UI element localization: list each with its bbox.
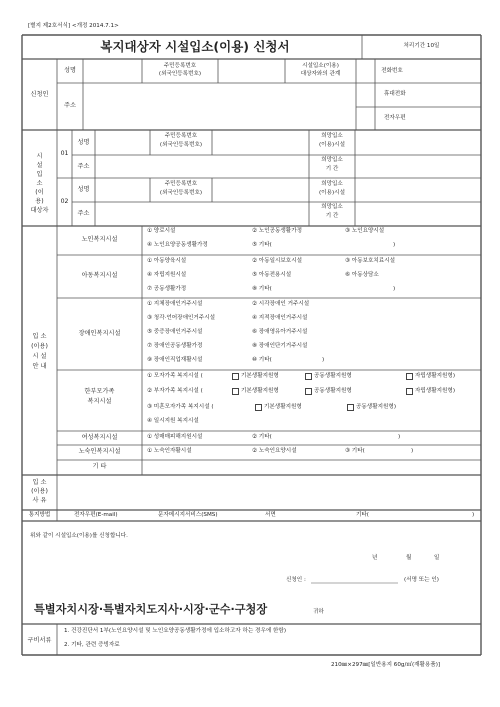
target1-period-label: 희망입소 xyxy=(321,157,343,163)
applicant-section-label: 신청인 xyxy=(30,91,49,98)
required-doc-1: 1. 건강진단서 1부(노인요양시설 및 노인요양공동생활가정에 입소하고자 하는 경우에 한함) xyxy=(64,628,287,634)
family-row4-label[interactable]: ④ 일시지원 복지시설 xyxy=(147,418,199,424)
elderly-facility-label: 노인복지시설 xyxy=(81,236,118,243)
child-option-7[interactable]: ⑦ 공동생활가정 xyxy=(147,286,187,292)
applicant-name-label: 성명 xyxy=(64,67,76,74)
applicant-email-label: 전자우편 xyxy=(384,115,406,121)
homeless-option-1[interactable]: ① 노숙인자활시설 xyxy=(147,448,192,454)
disabled-option-8[interactable]: ⑧ 장애인단기거주시설 xyxy=(252,343,308,349)
child-option-6[interactable]: ⑥ 아동상담소 xyxy=(345,272,379,278)
family-row2-independent-checkbox[interactable] xyxy=(406,388,413,395)
target1-rrn-label: 주민등록번호 xyxy=(164,133,198,139)
applicant-name-field[interactable] xyxy=(84,60,141,82)
child-option-2[interactable]: ② 아동일시보호시설 xyxy=(252,258,303,264)
disabled-option-7[interactable]: ⑦ 장애인공동생활가정 xyxy=(147,343,203,349)
disabled-option-4[interactable]: ④ 지적장애인거주시설 xyxy=(252,315,308,321)
applicant-rrn-label: 주민등록번호 xyxy=(163,63,197,69)
declaration-signature-field[interactable] xyxy=(312,572,398,583)
child-option-5[interactable]: ⑤ 아동전용시설 xyxy=(252,272,292,278)
family-facility-label-2: 복지시설 xyxy=(87,398,112,405)
target1-rrn-label-2: (외국인등록번호) xyxy=(159,142,203,148)
target1-period-label-2: 기 간 xyxy=(325,166,339,172)
target1-hope-field[interactable] xyxy=(356,131,480,154)
form-title: 복지대상자 시설입소(이용) 신청서 xyxy=(100,39,290,54)
family-row1-shared-checkbox[interactable] xyxy=(305,373,312,380)
applicant-rrn-field[interactable] xyxy=(219,60,284,82)
target1-name-label: 성명 xyxy=(77,139,90,146)
disabled-option-1[interactable]: ① 지체장애인거주시설 xyxy=(147,301,203,307)
family-row2-basic-checkbox[interactable] xyxy=(232,388,239,395)
elderly-option-5-close: ) xyxy=(393,242,396,248)
child-option-4[interactable]: ④ 자립지원시설 xyxy=(147,272,187,278)
target2-hope-label-2: (이용)시설 xyxy=(319,190,345,196)
applicant-relation-label: 시설입소(이용) xyxy=(302,63,339,69)
target2-period-label: 희망입소 xyxy=(321,204,343,210)
declaration-year: 년 xyxy=(372,555,378,561)
applicant-address-label: 주소 xyxy=(64,102,76,109)
family-row3-basic-checkbox[interactable] xyxy=(255,404,262,411)
disabled-option-3[interactable]: ③ 청각·언어장애인거주시설 xyxy=(147,315,216,321)
family-row1-independent-checkbox[interactable] xyxy=(406,373,413,380)
reason-field[interactable] xyxy=(58,476,480,509)
declaration-authority-suffix: 귀하 xyxy=(313,609,324,615)
family-row2-basic: 기본생활지원형 xyxy=(241,388,279,394)
notify-option-other-close: ) xyxy=(472,512,475,518)
disabled-option-6[interactable]: ⑥ 장애영유아거주시설 xyxy=(252,329,308,335)
disabled-option-2[interactable]: ② 시각장애인 거주시설 xyxy=(252,301,310,307)
target1-name-field[interactable] xyxy=(96,131,149,154)
disabled-facility-label: 장애인복지시설 xyxy=(78,330,121,337)
process-period: 처리기간 10일 xyxy=(403,43,440,49)
child-option-3[interactable]: ③ 아동보호치료시설 xyxy=(345,258,396,264)
target2-period-field[interactable] xyxy=(356,203,480,225)
child-option-1[interactable]: ① 아동양육시설 xyxy=(147,258,187,264)
target2-rrn-label-2: (외국인등록번호) xyxy=(159,190,203,196)
target2-rrn-field[interactable] xyxy=(213,179,308,201)
child-facility-label: 아동복지시설 xyxy=(81,272,118,279)
elderly-option-2[interactable]: ② 노인공동생활가정 xyxy=(252,228,303,234)
other-facility-field[interactable] xyxy=(143,461,480,474)
target2-rrn-label: 주민등록번호 xyxy=(164,181,198,187)
target2-name-field[interactable] xyxy=(96,179,149,201)
women-option-1[interactable]: ① 성매매피해지원시설 xyxy=(147,434,203,440)
women-option-2[interactable]: ② 기타( xyxy=(252,434,272,440)
target1-address-label: 주소 xyxy=(77,163,90,170)
applicant-email-field[interactable] xyxy=(430,108,480,129)
disabled-option-10-close: ) xyxy=(322,357,325,363)
applicant-relation-label-2: 대상자와의 관계 xyxy=(300,71,341,77)
disabled-option-9[interactable]: ⑨ 장애인직업재활시설 xyxy=(147,357,203,363)
notify-method-label: 통지방법 xyxy=(28,512,51,518)
reason-label: 입 소 (이용) 사 유 xyxy=(31,479,48,504)
homeless-option-3-close: ) xyxy=(411,448,414,454)
applicant-address-field[interactable] xyxy=(84,84,355,129)
applicant-mobile-label: 휴대전화 xyxy=(384,91,406,97)
family-row3-shared-checkbox[interactable] xyxy=(347,404,354,411)
target1-rrn-field[interactable] xyxy=(213,131,308,154)
target2-hope-label: 희망입소 xyxy=(321,181,343,187)
family-row1-label: ① 모자가족 복지시설 ( xyxy=(147,373,203,379)
paper-size-footer: 210㎜×297㎜[일반용지 60g/㎡(재활용품)] xyxy=(331,662,441,668)
family-row1-basic: 기본생활지원형 xyxy=(241,373,279,379)
family-row2-label: ② 부자가족 복지시설 ( xyxy=(147,388,203,394)
applicant-rrn-label-2: (외국인등록번호) xyxy=(158,71,202,77)
notify-option-sms[interactable]: 문자메시지서비스(SMS) xyxy=(158,512,218,518)
family-row1-shared: 공동생활지원형 xyxy=(314,373,352,379)
applicant-mobile-field[interactable] xyxy=(430,84,480,106)
guide-section-label: 입 소 (이용) 시 설 안 내 xyxy=(31,333,48,370)
target2-hope-field[interactable] xyxy=(356,179,480,201)
target2-name-label: 성명 xyxy=(77,186,90,193)
homeless-facility-label: 노숙인복지시설 xyxy=(78,448,121,455)
notify-option-email[interactable]: 전자우편(E-mail) xyxy=(74,512,118,518)
declaration-month: 월 xyxy=(406,555,412,561)
declaration-applicant-label: 신청인 : xyxy=(286,577,306,583)
target-section-label: 시 설 입 소 (이 용) 대상자 xyxy=(30,153,49,214)
homeless-option-2[interactable]: ② 노숙인요양시설 xyxy=(252,448,297,454)
target-number-1: 01 xyxy=(60,150,69,157)
women-option-2-close: ) xyxy=(398,434,401,440)
family-row2-shared-checkbox[interactable] xyxy=(305,388,312,395)
declaration-authority: 특별자치시장·특별자치도지사·시장·군수·구청장 xyxy=(34,603,268,616)
notify-option-other[interactable]: 기타( xyxy=(356,512,369,518)
family-row3-basic: 기본생활지원형 xyxy=(264,404,302,410)
applicant-phone-field[interactable] xyxy=(430,60,480,82)
elderly-option-3[interactable]: ③ 노인요양시설 xyxy=(345,228,385,234)
target2-period-label-2: 기 간 xyxy=(325,213,339,219)
required-doc-2: 2. 기타, 관련 증빙자료 xyxy=(64,642,120,648)
family-row3-label: ③ 미혼모자가족 복지시설 ( xyxy=(147,404,214,410)
family-facility-label: 한부모가족 xyxy=(84,388,115,395)
family-row1-independent: 자립생활지원형) xyxy=(415,373,456,379)
child-option-8[interactable]: ⑧ 기타( xyxy=(252,286,272,292)
target1-hope-label-2: (이용)시설 xyxy=(319,142,345,148)
disabled-option-5[interactable]: ⑤ 중증장애인거주시설 xyxy=(147,329,203,335)
target-number-2: 02 xyxy=(60,198,69,205)
applicant-phone-label: 전화번호 xyxy=(381,68,403,74)
family-row2-shared: 공동생활지원형 xyxy=(314,388,352,394)
required-docs-label: 구비서류 xyxy=(27,637,52,644)
target1-hope-label: 희망입소 xyxy=(321,133,343,139)
family-row3-shared: 공동생활지원형) xyxy=(356,404,397,410)
target1-period-field[interactable] xyxy=(356,156,480,177)
family-row2-independent: 자립생활지원형) xyxy=(415,388,456,394)
target2-address-label: 주소 xyxy=(77,210,90,217)
other-facility-label: 기 타 xyxy=(92,463,107,470)
child-option-8-close: ) xyxy=(393,286,396,292)
target1-address-field[interactable] xyxy=(96,156,308,177)
elderly-option-5[interactable]: ⑤ 기타( xyxy=(252,242,272,248)
elderly-option-4[interactable]: ④ 노인요양공동생활가정 xyxy=(147,242,208,248)
declaration-text: 위와 같이 시설입소(이용)를 신청합니다. xyxy=(30,533,128,539)
notify-option-paper[interactable]: 서면 xyxy=(265,512,276,518)
disabled-option-10[interactable]: ⑩ 기타( xyxy=(252,357,272,363)
women-facility-label: 여성복지시설 xyxy=(81,434,118,441)
target2-address-field[interactable] xyxy=(96,203,308,225)
elderly-option-1[interactable]: ① 양로시설 xyxy=(147,228,176,234)
form-header-note: [별지 제2호서식] <개정 2014.7.1> xyxy=(28,23,119,29)
family-row1-basic-checkbox[interactable] xyxy=(232,373,239,380)
declaration-day: 일 xyxy=(434,555,440,561)
declaration-sign-hint: (서명 또는 인) xyxy=(404,577,439,583)
homeless-option-3[interactable]: ③ 기타( xyxy=(345,448,365,454)
